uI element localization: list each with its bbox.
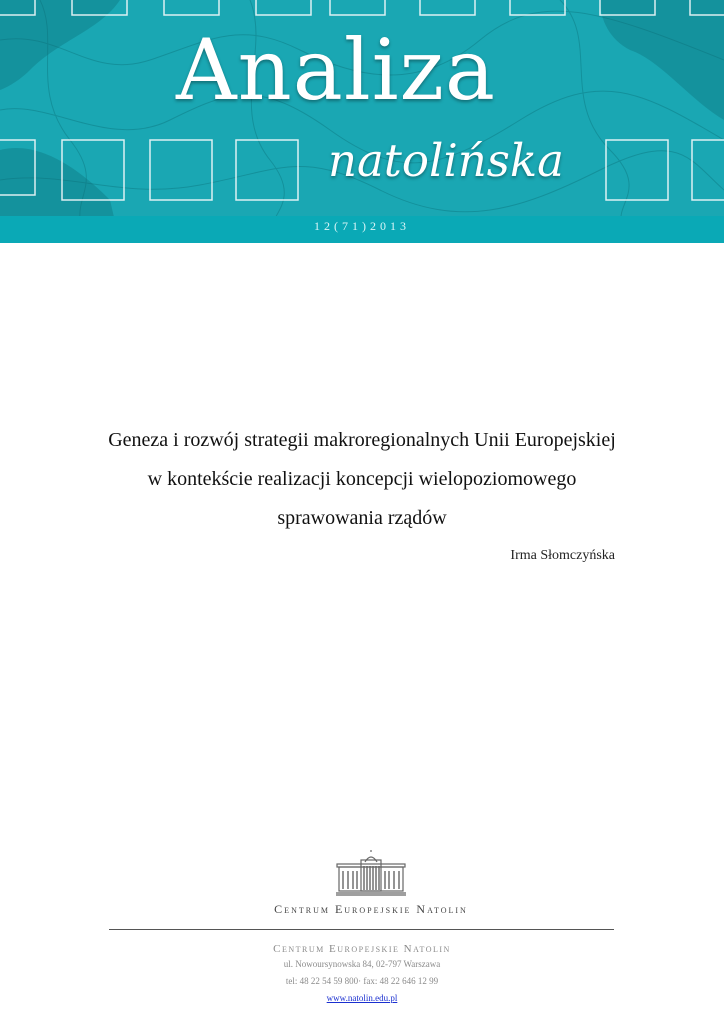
building-icon — [335, 850, 407, 896]
author-name: Irma Słomczyńska — [510, 548, 615, 563]
masthead-banner — [0, 0, 724, 243]
footer-address: ul. Nowoursynowska 84, 02-797 Warszawa — [283, 959, 441, 969]
website-link[interactable]: www.natolin.edu.pl — [326, 993, 398, 1003]
footer — [0, 942, 724, 1007]
magazine-title: Analiza — [176, 21, 496, 119]
footer-org: Centrum Europejskie Natolin — [273, 943, 451, 955]
footer-contact: tel: 48 22 54 59 800· fax: 48 22 646 12 99 — [285, 976, 439, 986]
magazine-subtitle: natolińska — [328, 134, 564, 187]
article-title: Geneza i rozwój strategii makroregionalnych Unii Europejskiej w kontekście realizacji koncepcji wielopoziomowego sprawowania rządów — [108, 429, 616, 529]
footer-divider — [109, 929, 614, 930]
logo-caption: Centrum Europejskie Natolin — [274, 902, 468, 916]
issue-number: 12(71)2013 — [314, 219, 410, 233]
